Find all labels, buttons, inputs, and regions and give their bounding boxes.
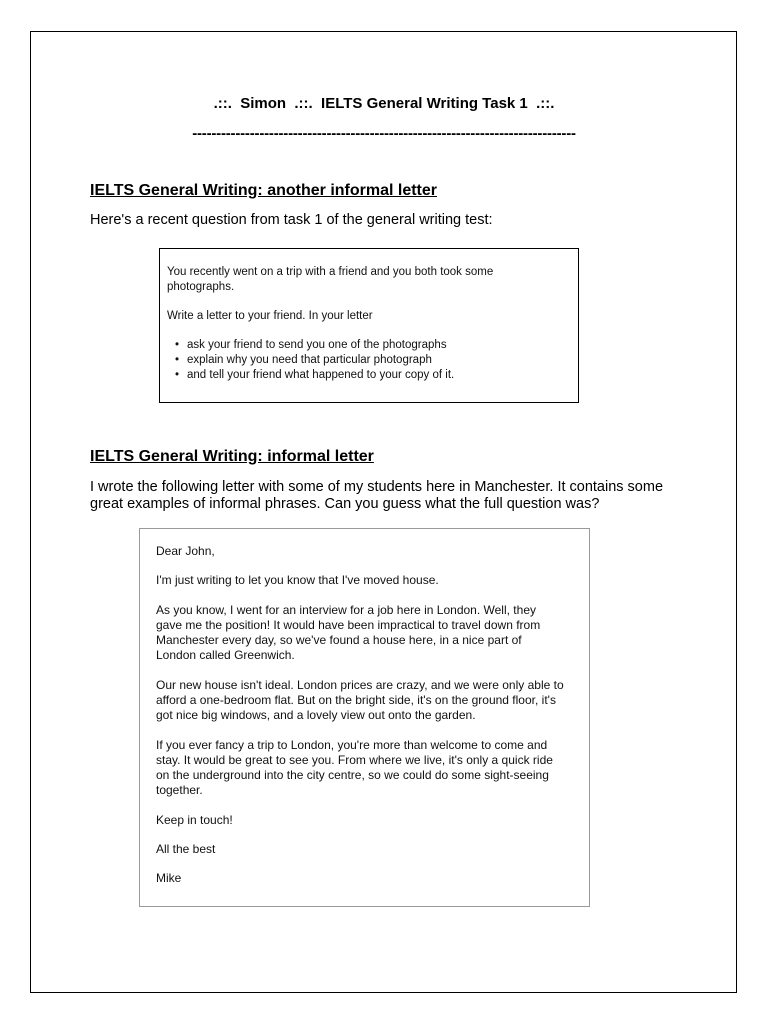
task-bullet-item xyxy=(175,368,578,383)
sample-letter-box xyxy=(139,528,590,907)
letter-paragraph: I'm just writing to let you know that I've moved house. xyxy=(156,573,439,587)
task-bullet-item xyxy=(175,353,578,368)
letter-paragraph: Our new house isn't ideal. London prices are crazy, and we were only able to afford a one-bedroom flat. But on the bright side, it's on the ground floor, it's got nice big windows, and a lovely view out onto the garden. xyxy=(156,678,564,722)
task-bullet-text: explain why you need that particular photograph xyxy=(187,354,432,366)
task-instruction: Write a letter to your friend. In your letter xyxy=(167,310,373,322)
task-bullet-text: ask your friend to send you one of the photographs xyxy=(187,339,447,351)
section-intro-letter: I wrote the following letter with some of my students here in Manchester. It contains some great examples of informal phrases. Can you guess what the full question was? xyxy=(90,479,664,512)
letter-paragraph: If you ever fancy a trip to London, you're more than welcome to come and stay. It would be great to see you. From where we live, it's only a quick ride on the underground into the city centre, so we could do some sight-seeing together. xyxy=(156,738,553,797)
section-heading-informal-letter: IELTS General Writing: informal letter xyxy=(90,448,374,465)
task-bullet-text: and tell your friend what happened to your copy of it. xyxy=(187,369,455,381)
bullet-icon: • xyxy=(175,354,180,366)
title-divider: -------------------------------------------------------------------------------- xyxy=(192,125,576,142)
letter-salutation: Dear John, xyxy=(156,544,215,558)
task-bullet-item xyxy=(175,338,578,353)
bullet-icon: • xyxy=(175,369,180,381)
task-prompt: You recently went on a trip with a friend and you both took some photographs. xyxy=(167,266,494,293)
task-bullet-list xyxy=(167,338,578,383)
section-intro-task-question: Here's a recent question from task 1 of the general writing test: xyxy=(90,212,493,228)
letter-signature: Mike xyxy=(156,871,182,885)
section-heading-another-informal-letter: IELTS General Writing: another informal letter xyxy=(90,182,438,199)
letter-signoff: All the best xyxy=(156,842,216,856)
document-title: .::. Simon .::. IELTS General Writing Task 1 .::. xyxy=(213,95,555,112)
task-question-box xyxy=(159,248,579,403)
bullet-icon: • xyxy=(175,339,180,351)
letter-paragraph: As you know, I went for an interview for a job here in London. Well, they gave me the position! It would have been impractical to travel down from Manchester every day, so we've found a house here, in a nice part of London called Greenwich. xyxy=(156,603,541,662)
letter-closing: Keep in touch! xyxy=(156,813,233,827)
